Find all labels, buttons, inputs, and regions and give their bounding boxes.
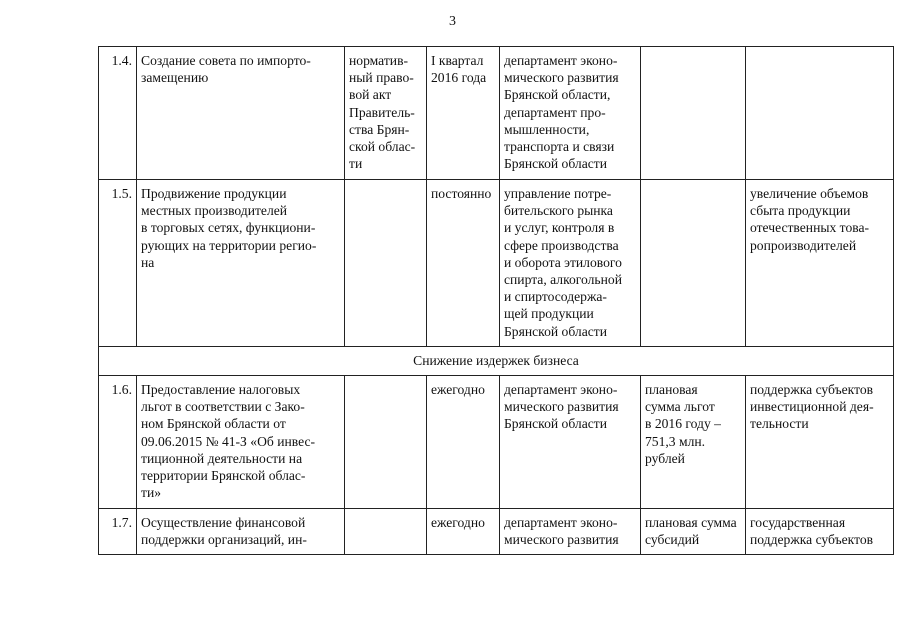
measure-name: Создание совета по импорто- замещению [137, 47, 345, 180]
table-row-1-5 [99, 180, 894, 347]
table-row-1-4 [99, 47, 894, 180]
expected-result: увеличение объемов сбыта продукции отечественных това- ропроизводителей [746, 180, 894, 347]
table-row-1-7 [99, 509, 894, 555]
document-type: норматив- ный право- вой акт Правитель- ства Брян- ской облас- ти [345, 47, 427, 180]
executor: управление потре- бительского рынка и услуг, контроля в сфере производства и оборота этилового спирта, алкогольной и спиртосодержа- щей продукции Брянской области [500, 180, 641, 347]
measures-table [98, 46, 894, 555]
measure-name: Предоставление налоговых льгот в соответствии с Зако- ном Брянской области от 09.06.2015 № 41-З «Об инвес- тиционной деятельности на территории Брянской облас- ти» [137, 376, 345, 509]
term: постоянно [427, 180, 500, 347]
table-row-1-6 [99, 376, 894, 509]
expected-result: государственная поддержка субъектов [746, 509, 894, 555]
measure-name: Продвижение продукции местных производителей в торговых сетях, функциони- рующих на территории регио- на [137, 180, 345, 347]
expected-result: поддержка субъектов инвестиционной дея- тельности [746, 376, 894, 509]
row-number: 1.7. [99, 509, 137, 555]
executor: департамент эконо- мического развития Брянской области, департамент про- мышленности, транспорта и связи Брянской области [500, 47, 641, 180]
term: ежегодно [427, 509, 500, 555]
document-type [345, 376, 427, 509]
expected-result [746, 47, 894, 180]
page-number: 3 [449, 14, 456, 29]
term: ежегодно [427, 376, 500, 509]
funding: плановая сумма субсидий [641, 509, 746, 555]
document-type [345, 180, 427, 347]
section-row [99, 346, 894, 375]
section-title: Снижение издержек бизнеса [99, 346, 894, 375]
document-type [345, 509, 427, 555]
executor: департамент эконо- мического развития Брянской области [500, 376, 641, 509]
row-number: 1.4. [99, 47, 137, 180]
row-number: 1.5. [99, 180, 137, 347]
term: I квартал 2016 года [427, 47, 500, 180]
row-number: 1.6. [99, 376, 137, 509]
executor: департамент эконо- мического развития [500, 509, 641, 555]
funding [641, 47, 746, 180]
funding: плановая сумма льгот в 2016 году – 751,3 млн. рублей [641, 376, 746, 509]
funding [641, 180, 746, 347]
measure-name: Осуществление финансовой поддержки организаций, ин- [137, 509, 345, 555]
